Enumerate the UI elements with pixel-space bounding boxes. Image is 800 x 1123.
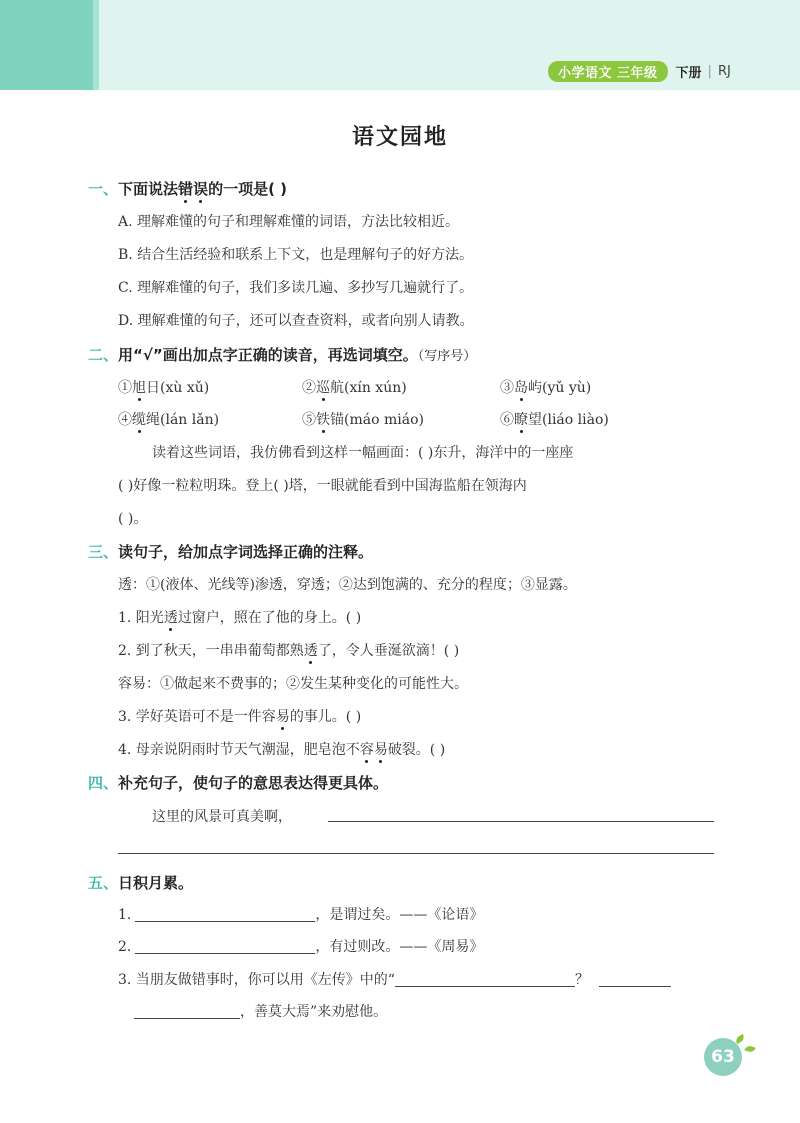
section1-option-c: C. 理解难懂的句子，我们多读几遍、多抄写几遍就行了。 (118, 280, 474, 296)
volume-label: 下册 (675, 65, 702, 81)
edition-label: RJ (717, 63, 731, 79)
section5-heading (88, 872, 193, 893)
line-number: 1. (118, 907, 132, 923)
section4-sentence: 这里的风景可真美啊， (152, 809, 292, 825)
section2-hint: （写序号） (417, 349, 477, 364)
pinyin-item-3 (500, 377, 591, 397)
item-rest: 绳 (146, 412, 160, 428)
dotted-char: 易 (275, 709, 290, 725)
dotted-char: 旭 (132, 380, 146, 396)
item-rest: 日 (146, 380, 160, 396)
dotted-char: 易 (373, 742, 388, 758)
dotted-char: 容 (359, 742, 374, 758)
pinyin-options: (lán lǎn) (160, 412, 220, 428)
proverb-text: ，有过则改。——《周易》 (315, 939, 484, 955)
dotted-char: 透 (303, 643, 318, 659)
leaf-icon (744, 1044, 755, 1053)
section3-heading-text: 读句子，给加点字词选择正确的注释。 (118, 543, 374, 561)
section1-text-pre: 下面说法 (118, 180, 179, 198)
question-4 (118, 739, 445, 759)
item-number: ⑤ (302, 412, 316, 428)
section3-heading (88, 541, 373, 562)
section2-paragraph-line2: ( )好像一粒粒明珠。登上( )塔，一眼就能看到中国海监船在领海内 (118, 478, 527, 494)
question-text: 破裂。( ) (387, 742, 446, 758)
item-number: ① (118, 380, 132, 396)
definition-rongyi: 容易：①做起来不费事的；②发生某种变化的可能性大。 (118, 676, 468, 692)
proverb-line-1 (118, 904, 483, 924)
section1-text-post: 的一项是( ) (208, 180, 287, 198)
section1-option-a: A. 理解难懂的句子和理解难懂的词语，方法比较相近。 (118, 214, 460, 230)
question-mark: ？ (574, 972, 589, 988)
pinyin-item-1 (118, 377, 209, 397)
dotted-char: 岛 (514, 380, 528, 396)
header-breadcrumb (548, 61, 731, 81)
section4-number: 四、 (88, 774, 119, 792)
pinyin-options: (máo miáo) (344, 412, 424, 428)
proverb-line-2 (118, 936, 483, 956)
pinyin-item-2 (302, 377, 407, 397)
section2-heading-text: 用“√”画出加点字正确的读音，再选词填空。 (118, 346, 418, 364)
pinyin-item-5 (302, 409, 424, 429)
question-2 (118, 640, 459, 660)
question-text: 1. 阳光 (118, 610, 164, 626)
pinyin-options: (liáo liào) (542, 412, 609, 428)
answer-line[interactable] (118, 853, 714, 854)
dotted-char: 透 (163, 610, 178, 626)
section1-option-b: B. 结合生活经验和联系上下文，也是理解句子的好方法。 (118, 247, 474, 263)
answer-line[interactable] (328, 821, 714, 822)
fill-blank[interactable] (135, 905, 315, 922)
line-number: 2. (118, 939, 132, 955)
pinyin-item-6 (500, 409, 609, 429)
proverb-text: 3. 当朋友做错事时，你可以用《左传》中的“ (118, 972, 395, 988)
fill-blank[interactable] (599, 970, 671, 987)
dotted-char: 瞭 (514, 412, 528, 428)
header-color-block (0, 0, 93, 90)
header-separator: | (707, 63, 712, 79)
question-text: 2. 到了秋天，一串串葡萄都熟 (118, 643, 304, 659)
pinyin-item-4 (118, 409, 219, 429)
section1-option-d: D. 理解难懂的句子，还可以查查资料，或者向别人请教。 (118, 313, 474, 329)
question-text: 的事儿。( ) (289, 709, 362, 725)
question-text: 了，令人垂涎欲滴！( ) (317, 643, 460, 659)
dotted-char: 巡 (316, 380, 330, 396)
section5-heading-text: 日积月累。 (118, 874, 194, 892)
fill-blank[interactable] (395, 970, 575, 987)
section1-dotted-char2: 误 (193, 180, 209, 198)
section2-paragraph-line3: ( )。 (118, 511, 148, 527)
question-1 (118, 607, 361, 627)
item-number: ⑥ (500, 412, 514, 428)
proverb-line-4 (134, 1001, 387, 1021)
proverb-text: ，是谓过矣。——《论语》 (315, 907, 484, 923)
dotted-char: 铁 (316, 412, 330, 428)
item-rest: 望 (528, 412, 542, 428)
header-stripe (93, 0, 99, 90)
fill-blank[interactable] (135, 937, 315, 954)
item-rest: 屿 (528, 380, 542, 396)
section2-heading (88, 344, 476, 365)
section1-dotted-char1: 错 (178, 180, 194, 198)
section4-heading-text: 补充句子，使句子的意思表达得更具体。 (118, 774, 389, 792)
proverb-text: ，善莫大焉”来劝慰他。 (240, 1004, 388, 1020)
dotted-char: 缆 (132, 412, 146, 428)
pinyin-options: (yǔ yù) (542, 380, 592, 396)
section4-heading (88, 772, 388, 793)
page-header (0, 0, 800, 90)
page-number-badge: 63 (704, 1038, 742, 1076)
item-rest: 锚 (330, 412, 344, 428)
item-number: ④ (118, 412, 132, 428)
pinyin-options: (xù xǔ) (160, 380, 210, 396)
definition-tou: 透：①(液体、光线等)渗透，穿透；②达到饱满的、充分的程度；③显露。 (118, 577, 577, 593)
section1-number: 一、 (88, 180, 119, 198)
section1-heading (88, 178, 287, 199)
fill-blank[interactable] (134, 1002, 240, 1019)
leaf-icon (734, 1034, 746, 1044)
proverb-line-3 (118, 969, 671, 989)
question-text: 3. 学好英语可不是一件容 (118, 709, 276, 725)
question-3 (118, 706, 361, 726)
item-number: ③ (500, 380, 514, 396)
subject-badge: 小学语文 三年级 (548, 61, 668, 82)
question-text: 过窗户，照在了他的身上。( ) (177, 610, 362, 626)
section2-paragraph-line1: 读着这些词语，我仿佛看到这样一幅画面：( )东升，海洋中的一座座 (152, 445, 574, 461)
page-title: 语文园地 (351, 125, 448, 150)
section2-number: 二、 (88, 346, 119, 364)
pinyin-options: (xín xún) (344, 380, 407, 396)
section5-number: 五、 (88, 874, 119, 892)
item-number: ② (302, 380, 316, 396)
section3-number: 三、 (88, 543, 119, 561)
item-rest: 航 (330, 380, 344, 396)
question-text: 4. 母亲说阴雨时节天气潮湿，肥皂泡不 (118, 742, 360, 758)
